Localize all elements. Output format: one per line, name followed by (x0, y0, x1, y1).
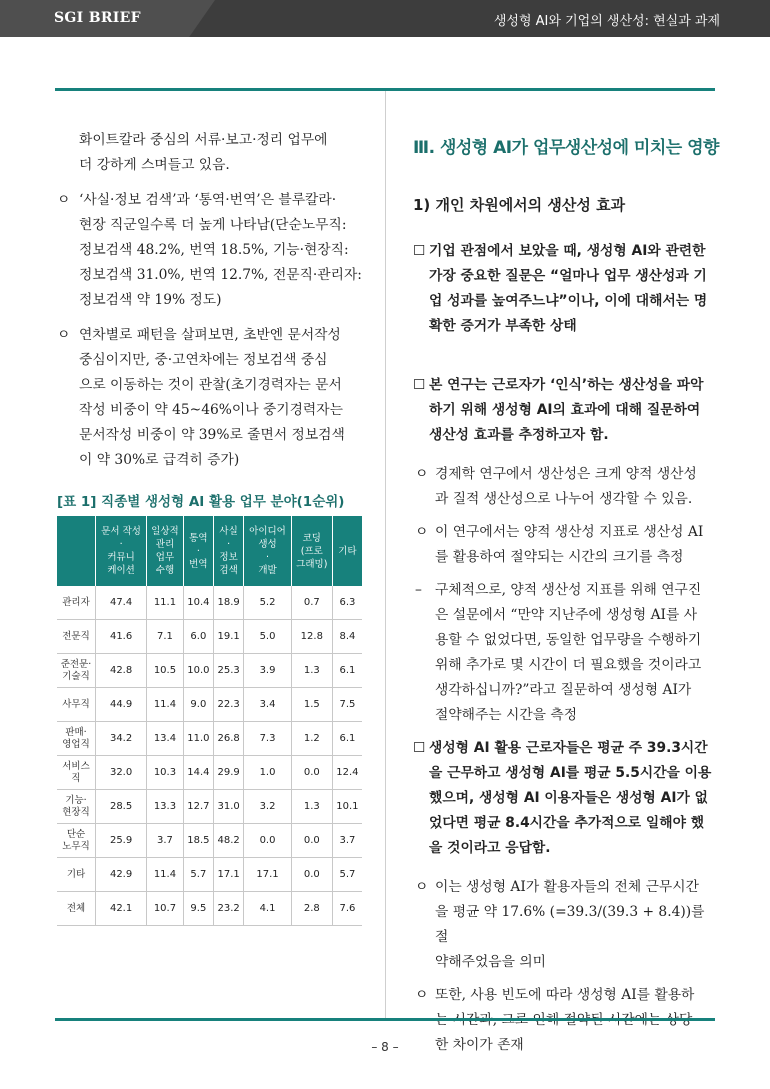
table-cell: 41.6 (96, 620, 147, 654)
text-line: 업 성과를 높여주느냐”이나, 이에 대해서는 명 (429, 293, 708, 309)
table-cell: 0.0 (291, 858, 332, 892)
text-line: ‘사실·정보 검색’과 ‘통역·번역’은 블루칼라· (79, 192, 337, 208)
table-header-cell: 문서 작성 · 커뮤니 케이션 (96, 516, 147, 586)
table-cell: 29.9 (213, 756, 243, 790)
table-cell: 12.7 (183, 790, 213, 824)
text-line: 문서작성 비중이 약 39%로 줄면서 정보검색 (79, 427, 345, 443)
section-title: Ⅲ. 생성형 AI가 업무생산성에 미치는 영향 (413, 138, 719, 158)
text-line: 용할 수 없었다면, 동일한 업무량을 수행하기 (435, 632, 702, 648)
row-label: 준전문· 기술직 (57, 654, 96, 688)
table-cell: 26.8 (213, 722, 243, 756)
text-line: 과 질적 생산성으로 나누어 생각할 수 있음. (435, 491, 693, 507)
table-cell: 13.3 (147, 790, 184, 824)
table-cell: 11.4 (147, 858, 184, 892)
page-number: – 8 – (371, 1040, 399, 1054)
text-line: 연차별로 패턴을 살펴보면, 초반엔 문서작성 (79, 327, 341, 343)
table-cell: 1.3 (291, 654, 332, 688)
table-cell: 10.4 (183, 586, 213, 620)
checkbox-mark: ☐ (413, 740, 426, 756)
table-cell: 25.3 (213, 654, 243, 688)
table-cell: 1.0 (244, 756, 292, 790)
text-line: 경제학 연구에서 생산성은 크게 양적 생산성 (435, 466, 697, 482)
table-header-cell: 코딩 (프로 그래밍) (291, 516, 332, 586)
dash-paragraph (405, 578, 720, 728)
table-cell: 2.8 (291, 892, 332, 926)
table-row (57, 620, 362, 654)
row-label: 전문직 (57, 620, 96, 654)
text-line: 하기 위해 생성형 AI의 효과에 대해 질문하여 (429, 402, 701, 418)
table-cell: 42.1 (96, 892, 147, 926)
table-cell: 13.4 (147, 722, 184, 756)
table-cell: 44.9 (96, 688, 147, 722)
row-label: 사무직 (57, 688, 96, 722)
table-row (57, 790, 362, 824)
left-column (57, 128, 367, 483)
text-line: 현장 직군일수록 더 높게 나타남(단순노무직: (79, 217, 347, 233)
table-row (57, 586, 362, 620)
table-cell: 14.4 (183, 756, 213, 790)
table-cell: 18.9 (213, 586, 243, 620)
text-line: 본 연구는 근로자가 ‘인식’하는 생산성을 파악 (429, 377, 704, 393)
table-cell: 6.0 (183, 620, 213, 654)
table-row (57, 858, 362, 892)
table-cell: 3.9 (244, 654, 292, 688)
table-cell: 5.7 (332, 858, 362, 892)
table-cell: 7.6 (332, 892, 362, 926)
document-title: 생성형 AI와 기업의 생산성: 현실과 과제 (493, 14, 720, 29)
table-cell: 34.2 (96, 722, 147, 756)
table-cell: 32.0 (96, 756, 147, 790)
table-cell: 9.0 (183, 688, 213, 722)
table-cell: 6.1 (332, 654, 362, 688)
bullet-mark: ㅇ (415, 524, 429, 540)
table-cell: 6.1 (332, 722, 362, 756)
table-cell: 3.7 (147, 824, 184, 858)
right-column (405, 133, 720, 1066)
text-line: 생각하십니까?”라고 질문하여 생성형 AI가 (435, 682, 692, 698)
bullet-mark: ㅇ (57, 327, 71, 343)
table-row (57, 722, 362, 756)
table-cell: 0.0 (244, 824, 292, 858)
table-cell: 10.1 (332, 790, 362, 824)
text-line: 구체적으로, 양적 생산성 지표를 위해 연구진 (435, 582, 702, 598)
table-cell: 0.7 (291, 586, 332, 620)
table-cell: 5.7 (183, 858, 213, 892)
table-cell: 12.8 (291, 620, 332, 654)
dash-mark: – (415, 582, 422, 598)
bullet-paragraph-r2 (405, 520, 720, 570)
text-line: 더 강하게 스며들고 있음. (79, 157, 230, 173)
table-cell: 47.4 (96, 586, 147, 620)
table-header-corner (57, 516, 96, 586)
bullet-mark: ㅇ (57, 192, 71, 208)
box-paragraph-1 (405, 239, 720, 339)
text-line: 가장 중요한 질문은 “얼마나 업무 생산성과 기 (429, 268, 707, 284)
bottom-rule (55, 1018, 715, 1021)
text-line: 정보검색 31.0%, 번역 12.7%, 전문직·관리자: (79, 267, 362, 283)
table-header-cell: 기타 (332, 516, 362, 586)
table-cell: 0.0 (291, 824, 332, 858)
table-cell: 9.5 (183, 892, 213, 926)
table-cell: 10.5 (147, 654, 184, 688)
table-cell: 0.0 (291, 756, 332, 790)
text-line: 이는 생성형 AI가 활용자들의 전체 근무시간 (435, 879, 699, 895)
text-line: 이 약 30%로 급격히 증가) (79, 452, 240, 468)
table-cell: 42.9 (96, 858, 147, 892)
table-row (57, 892, 362, 926)
table-cell: 7.3 (244, 722, 292, 756)
table-cell: 48.2 (213, 824, 243, 858)
checkbox-mark: ☐ (413, 243, 426, 259)
table-header-cell: 일상적 관리 업무 수행 (147, 516, 184, 586)
occupation-ai-usage-table (57, 516, 362, 926)
table-cell: 5.2 (244, 586, 292, 620)
bullet-paragraph-r1 (405, 462, 720, 512)
box-paragraph-2 (405, 373, 720, 448)
table-cell: 31.0 (213, 790, 243, 824)
column-divider (385, 91, 386, 1018)
row-label: 기능· 현장직 (57, 790, 96, 824)
table-row (57, 824, 362, 858)
text-line: 작성 비중이 약 45~46%이나 중기경력자는 (79, 402, 343, 418)
text-line: 생산성 효과를 추정하고자 함. (429, 427, 609, 443)
text-line: 중심이지만, 중·고연차에는 정보검색 중심 (79, 352, 328, 368)
bullet-mark: ㅇ (415, 466, 429, 482)
table-cell: 1.5 (291, 688, 332, 722)
table-header-cell: 사실 · 정보 검색 (213, 516, 243, 586)
row-label: 단순 노무직 (57, 824, 96, 858)
table-row (57, 654, 362, 688)
table-cell: 10.0 (183, 654, 213, 688)
table-header-row (57, 516, 362, 586)
table-cell: 8.4 (332, 620, 362, 654)
row-label: 기타 (57, 858, 96, 892)
text-line: 기업 관점에서 보았을 때, 생성형 AI와 관련한 (429, 243, 706, 259)
page-header (0, 0, 770, 37)
text-line: 확한 증거가 부족한 상태 (429, 318, 577, 334)
table-cell: 22.3 (213, 688, 243, 722)
table-cell: 11.4 (147, 688, 184, 722)
subsection-title: 1) 개인 차원에서의 생산성 효과 (413, 196, 626, 214)
table-cell: 19.1 (213, 620, 243, 654)
bullet-paragraph-r3 (405, 875, 720, 975)
table-title: [표 1] 직종별 생성형 AI 활용 업무 분야(1순위) (57, 494, 345, 510)
text-line: 를 활용하여 절약되는 시간의 크기를 측정 (435, 549, 684, 565)
text-line: 또한, 사용 빈도에 따라 생성형 AI를 활용하 (435, 987, 695, 1003)
table-cell: 12.4 (332, 756, 362, 790)
bullet-paragraph-2 (57, 323, 367, 473)
text-line: 을 근무하고 생성형 AI를 평균 5.5시간을 이용 (429, 765, 712, 781)
bullet-paragraph-1 (57, 188, 367, 313)
text-line: 절약해주는 시간을 측정 (435, 707, 578, 723)
text-line: 었다면 평균 8.4시간을 추가적으로 일해야 했 (429, 815, 705, 831)
table-cell: 18.5 (183, 824, 213, 858)
table-cell: 7.1 (147, 620, 184, 654)
row-label: 전체 (57, 892, 96, 926)
table-header-cell: 통역 · 번역 (183, 516, 213, 586)
row-label: 판매· 영업직 (57, 722, 96, 756)
table-cell: 17.1 (244, 858, 292, 892)
table-cell: 17.1 (213, 858, 243, 892)
checkbox-mark: ☐ (413, 377, 426, 393)
table-cell: 7.5 (332, 688, 362, 722)
box-paragraph-3 (405, 736, 720, 861)
table-cell: 23.2 (213, 892, 243, 926)
text-line: 위해 추가로 몇 시간이 더 필요했을 것이라고 (435, 657, 702, 673)
text-line: 화이트칼라 중심의 서류·보고·정리 업무에 (79, 132, 328, 148)
table-cell: 10.7 (147, 892, 184, 926)
text-line: 정보검색 48.2%, 번역 18.5%, 기능·현장직: (79, 242, 349, 258)
text-line: 을 평균 약 17.6% (=39.3/(39.3 + 8.4))를 절 (435, 904, 705, 945)
table-cell: 3.7 (332, 824, 362, 858)
table-cell: 42.8 (96, 654, 147, 688)
table-cell: 3.2 (244, 790, 292, 824)
text-line: 이 연구에서는 양적 생산성 지표로 생산성 AI (435, 524, 704, 540)
text-line: 정보검색 약 19% 정도) (79, 292, 222, 308)
table-cell: 11.1 (147, 586, 184, 620)
intro-paragraph (57, 128, 367, 178)
table-cell: 28.5 (96, 790, 147, 824)
table-row (57, 688, 362, 722)
text-line: 은 설문에서 “만약 지난주에 생성형 AI를 사 (435, 607, 698, 623)
table-cell: 3.4 (244, 688, 292, 722)
table-cell: 10.3 (147, 756, 184, 790)
text-line: 했으며, 생성형 AI 이용자들은 생성형 AI가 없 (429, 790, 708, 806)
bullet-mark: ㅇ (415, 879, 429, 895)
table-cell: 11.0 (183, 722, 213, 756)
text-line: 생성형 AI 활용 근로자들은 평균 주 39.3시간 (429, 740, 708, 756)
table-row (57, 756, 362, 790)
bullet-mark: ㅇ (415, 987, 429, 1003)
table-cell: 4.1 (244, 892, 292, 926)
table-cell: 1.2 (291, 722, 332, 756)
brand-label: SGI BRIEF (54, 10, 141, 26)
text-line: 약해주었음을 의미 (435, 954, 547, 970)
row-label: 관리자 (57, 586, 96, 620)
table-cell: 5.0 (244, 620, 292, 654)
text-line: 한 차이가 존재 (435, 1037, 524, 1053)
text-line: 으로 이동하는 것이 관찰(초기경력자는 문서 (79, 377, 342, 393)
text-line: 을 것이라고 응답함. (429, 840, 551, 856)
table-header-cell: 아이디어 생성 · 개발 (244, 516, 292, 586)
table-cell: 1.3 (291, 790, 332, 824)
row-label: 서비스직 (57, 756, 96, 790)
table-cell: 25.9 (96, 824, 147, 858)
table-cell: 6.3 (332, 586, 362, 620)
